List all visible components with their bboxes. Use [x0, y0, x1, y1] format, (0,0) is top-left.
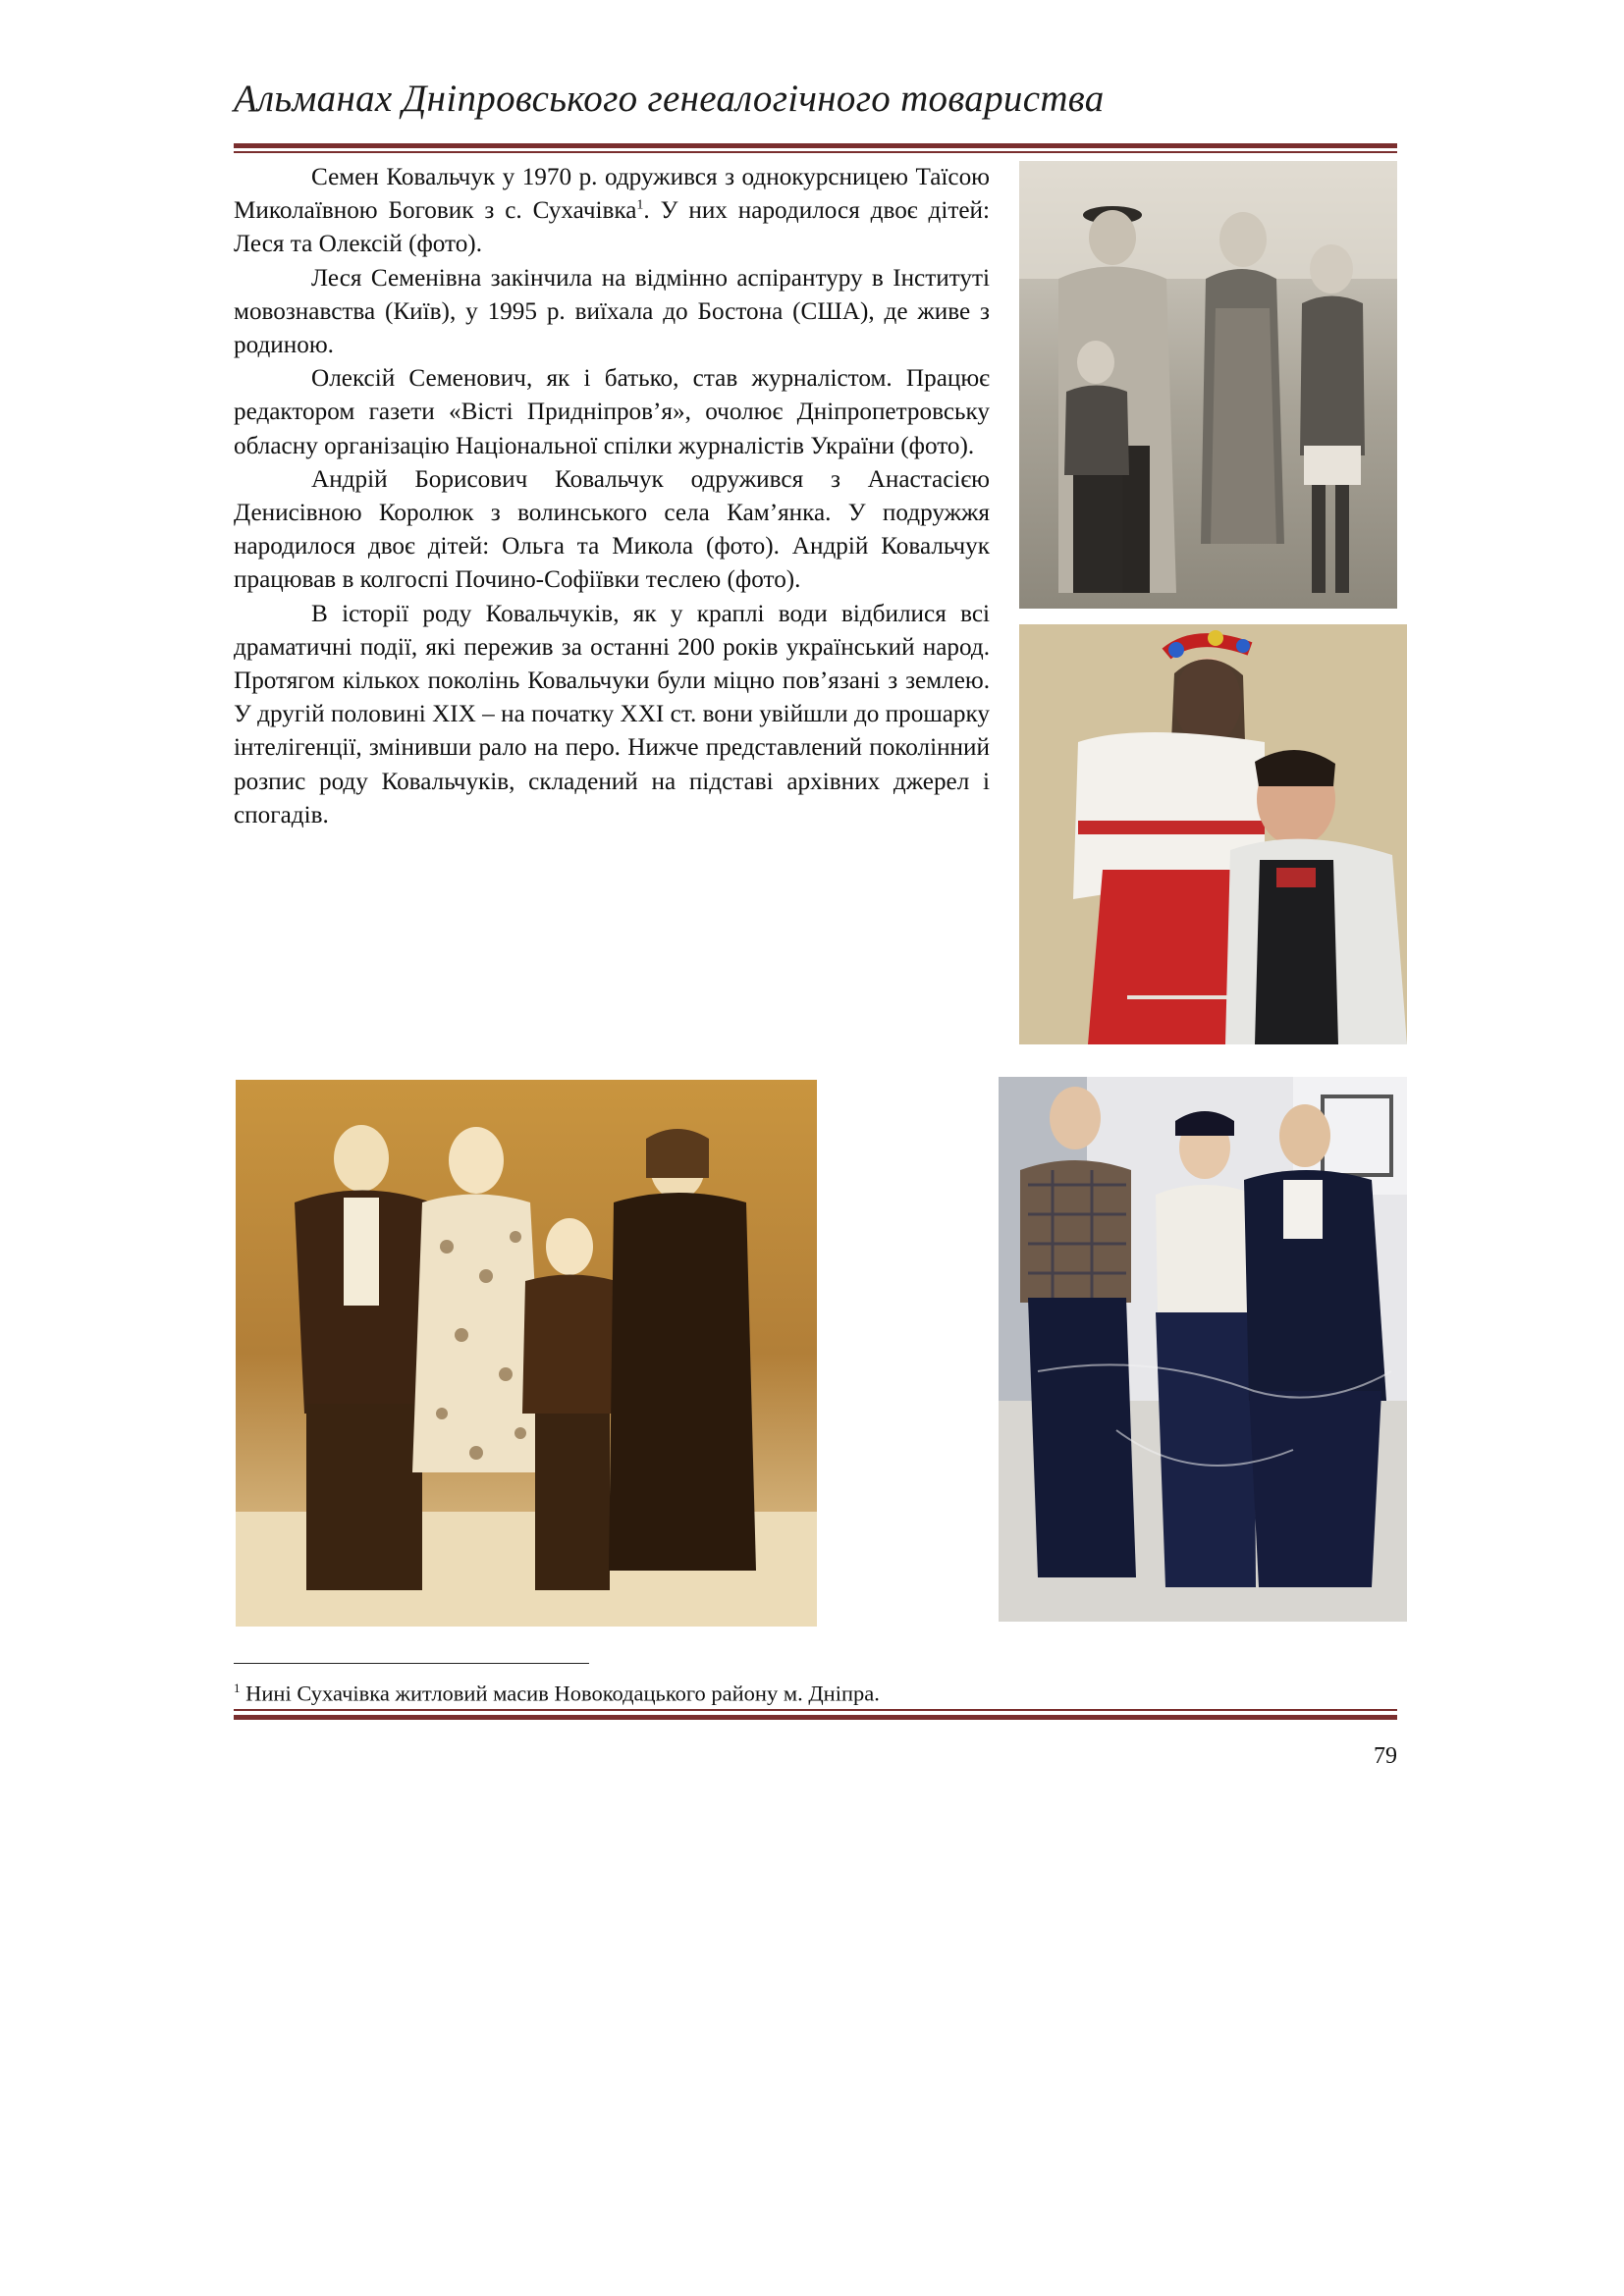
paragraph-1: Семен Ковальчук у 1970 р. одружився з однокурсницею Таїсою Миколаївною Боговик з с. Сухачівка$^1$. У них народилося двоє дітей: Леся та Олексій (фото).: [234, 164, 990, 258]
running-header-title: Альманах Дніпровського генеалогічного товариства: [234, 78, 1105, 120]
paragraph-5: В історії роду Ковальчуків, як у краплі води відбилися всі драматичні події, які пережив за останні 200 років український народ. Протягом кількох поколінь Ковальчуки були міцно пов’язані з землею. У другій половині XIX – на початку XXI ст. вони увійшли до прошарку інтелігенції, змінивши рало на перо. Нижче представлений поколінний розпис роду Ковальчуків, складений на підставі архівних джерел і спогадів.: [234, 600, 990, 828]
footnote: [234, 1675, 880, 1708]
footnote-separator: [234, 1663, 589, 1664]
footnote-mark: 1: [234, 1681, 241, 1695]
paragraph-2: Леся Семенівна закінчила на відмінно аспірантуру в Інституті мовознавства (Київ), у 1995 р. виїхала до Бостона (США), де живе з родиною.: [234, 264, 990, 359]
photo-family-sepia: [236, 1080, 817, 1627]
page-number: 79: [1374, 1743, 1397, 1769]
body-text: [234, 161, 990, 832]
footnote-text: Нині Сухачівка житловий масив Новокодацького району м. Дніпра.: [240, 1681, 880, 1706]
footnote-reference: 1: [636, 197, 644, 213]
paragraph-4: Андрій Борисович Ковальчук одружився з Анастасією Денисівною Королюк з волинського села Кам’янка. У подружжя народилося двоє дітей: Ольга та Микола (фото). Андрій Ковальчук працював в колгоспі Почино-Софіївки теслею (фото).: [234, 465, 990, 594]
footer-rule-thin: [234, 1709, 1397, 1711]
photo-couple-embroidered-dress: [1019, 624, 1407, 1044]
photo-three-men: [999, 1077, 1407, 1622]
photo-family-of-four: [1019, 161, 1397, 609]
header-rule-thick: [234, 143, 1397, 148]
paragraph-3: Олексій Семенович, як і батько, став журналістом. Працює редактором газети «Вісті Придніпров’я», очолює Дніпропетровську обласну організацію Національної спілки журналістів України (фото).: [234, 365, 990, 459]
header-rule-thin: [234, 151, 1397, 153]
footer-rule-thick: [234, 1715, 1397, 1720]
